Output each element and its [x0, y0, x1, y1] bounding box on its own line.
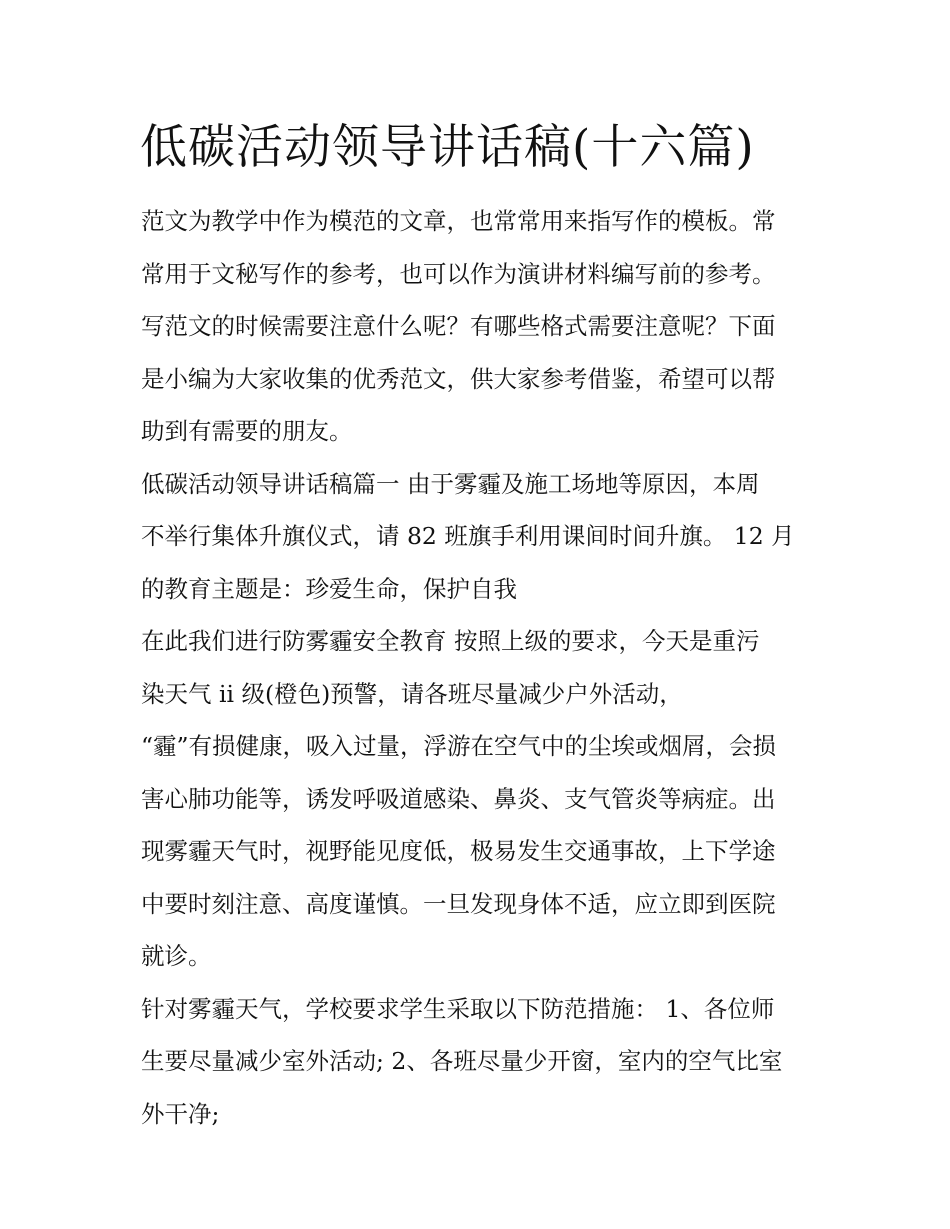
text-line: 不举行集体升旗仪式，请 82 班旗手利用课间时间升旗。 12 月: [141, 522, 795, 550]
paragraph-intro: [141, 195, 821, 458]
text-line: 中要时刻注意、高度谨慎。一旦发现身体不适，应立即到医院: [141, 889, 776, 918]
text-line: 生要尽量减少室外活动; 2、各班尽量少开窗，室内的空气比室: [141, 1047, 783, 1075]
text-line: 针对雾霾天气，学校要求学生采取以下防范措施： 1、各位师: [141, 994, 775, 1023]
paragraph-smog-education: [141, 615, 821, 720]
text-line: 害心肺功能等，诱发呼吸道感染、鼻炎、支气管炎等病症。出: [141, 784, 776, 813]
text-line: 现雾霾天气时，视野能见度低，极易发生交通事故，上下学途: [141, 837, 776, 865]
text-line: 就诊。: [141, 942, 212, 970]
text-line: 是小编为大家收集的优秀范文，供大家参考借鉴，希望可以帮: [141, 364, 776, 393]
text-line: 染天气 ii 级(橙色)预警，请各班尽量减少户外活动，: [141, 679, 683, 708]
text-line: 外干净;: [141, 1099, 220, 1128]
paragraph-precautions: [141, 983, 821, 1141]
text-line: 写范文的时候需要注意什么呢？有哪些格式需要注意呢？下面: [141, 312, 776, 340]
document-body: [141, 195, 821, 1140]
text-line: 低碳活动领导讲话稿篇一 由于雾霾及施工场地等原因，本周: [141, 469, 760, 498]
text-line: 助到有需要的朋友。: [141, 417, 353, 445]
paragraph-health-risk: [141, 720, 821, 983]
document-title: 低碳活动领导讲话稿(十六篇): [140, 120, 755, 175]
text-line: 的教育主题是：珍爱生命，保护自我: [141, 574, 517, 603]
text-line: 在此我们进行防雾霾安全教育 按照上级的要求，今天是重污: [141, 627, 760, 655]
text-line: “霾”有损健康，吸入过量，浮游在空气中的尘埃或烟屑，会损: [141, 732, 777, 760]
text-line: 常用于文秘写作的参考，也可以作为演讲材料编写前的参考。: [141, 259, 776, 288]
text-line: 范文为教学中作为模范的文章，也常常用来指写作的模板。常: [141, 207, 776, 235]
paragraph-part-one: [141, 458, 821, 616]
